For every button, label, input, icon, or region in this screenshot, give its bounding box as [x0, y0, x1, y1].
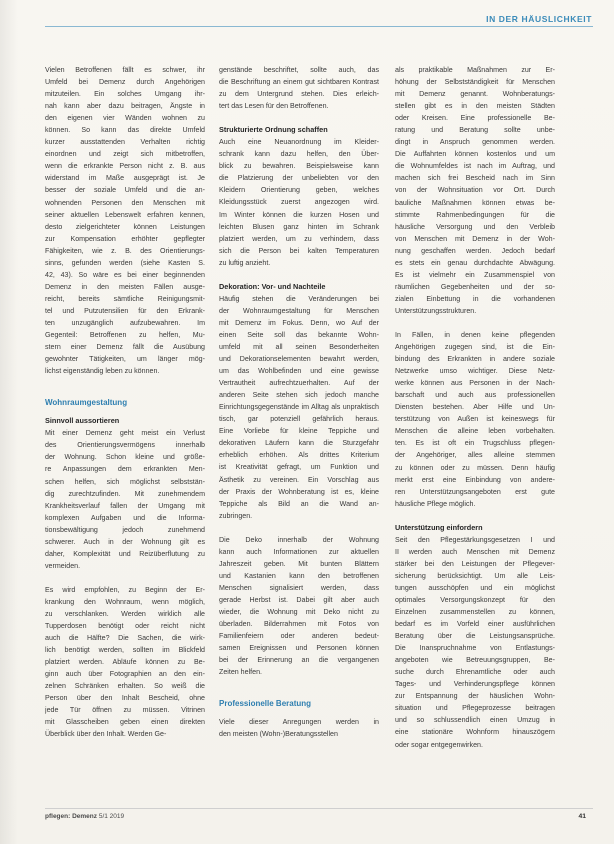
- text-line: stimmte Rahmenbedingungen für die: [395, 210, 555, 219]
- text-line: tionsbewältigung jedoch zunehmend: [45, 525, 205, 534]
- text-line: schen helfen, sich möglichst selbststän-: [45, 477, 205, 486]
- text-line: die Wohnumfeldes ist nach im Auftrag, und: [395, 162, 555, 171]
- text-line: Fähigkeiten, wie z. B. des Orientierungs-: [45, 246, 205, 255]
- text-line: Kleidungsstück zuerst angezogen wird.: [219, 198, 379, 207]
- text-line: ginn auch über Fotographien an den ein-: [45, 670, 205, 679]
- text-line: stellen gibt es in den meisten Städten: [395, 102, 555, 111]
- text-line: Kleidern Orientierung geben, welches: [219, 186, 379, 195]
- text-line: ist Kreativität gefragt, um Funktion und: [219, 463, 379, 472]
- text-line: widerstand im Maße ausgeprägt ist. Je: [45, 174, 205, 183]
- text-line: als praktikable Maßnahmen zur Er-: [395, 66, 555, 74]
- text-line: Demenz in den meisten Fällen ausge-: [45, 282, 205, 291]
- text-line: bindung des Erkrankten in andere soziale: [395, 355, 555, 364]
- text-line: leichten Blusen ganz hinten im Schrank: [219, 222, 379, 231]
- text-line: Viele dieser Anregungen werden in: [219, 718, 379, 727]
- page-number: 41: [578, 813, 586, 820]
- subheading: Unterstützung einfordern: [395, 522, 483, 532]
- paragraph: [45, 584, 205, 741]
- text-line: zu dem Untergrund stehen. Dies erleich-: [219, 90, 379, 99]
- paragraph: [395, 329, 555, 510]
- text-line: und Dekorationselementen bewahrt werden,: [219, 355, 379, 364]
- text-line: häusliche Pflege möglich.: [395, 499, 476, 508]
- text-line: jede Tür öffnen zu müssen. Vitrinen: [45, 706, 205, 715]
- text-line: den eigenen vier Wänden wohnen zu: [45, 114, 205, 123]
- text-line: zu luftig anzieht.: [219, 258, 271, 267]
- paragraph: [219, 64, 379, 112]
- text-line: um das Wohlbefinden und eine gewisse: [219, 367, 379, 376]
- text-line: der Angehöriger, alles alleine stemmen: [395, 451, 555, 460]
- text-line: bedarf es im Vorfeld einer ausführlichen: [395, 620, 555, 629]
- text-line: Tages- und Verhinderungspflege können: [395, 680, 555, 689]
- text-line: Gegenteil: Betroffenen zu helfen, Mu-: [45, 331, 205, 340]
- text-line: von Menschen mit Demenz in der Woh-: [395, 234, 555, 243]
- header-rule: [45, 26, 593, 27]
- text-line: gerade Herbst ist. Dabei gilt aber auch: [219, 595, 379, 604]
- text-line: Beratung über die Leistungsansprüche.: [395, 632, 555, 641]
- text-line: der Wohnung. Schon kleine und größe-: [45, 453, 205, 462]
- text-line: Es wird empfohlen, zu Beginn der Er-: [45, 585, 205, 594]
- text-line: Vielen Betroffenen fällt es schwer, ihr: [45, 66, 205, 74]
- text-line: suche durch Ehrenamtliche oder auch: [395, 668, 555, 677]
- text-line: eine stationäre Wohnform hinauszögern: [395, 728, 555, 737]
- text-line: Vertrautheit aufrechtzuerhalten. Auf der: [219, 379, 379, 388]
- text-line: höhung der Selbstständigkeit für Menschen: [395, 78, 555, 87]
- text-line: Angehörigen zugegen sind, ist die Ein-: [395, 343, 555, 352]
- subheading: Strukturierte Ordnung schaffen: [219, 125, 328, 135]
- text-line: nung geschaffen werden. Jedoch bedarf: [395, 246, 555, 255]
- text-line: Überblick über den Inhalt. Werden Ge-: [45, 730, 167, 739]
- text-line: es stets ein genau durchdachte Abwägung.: [395, 258, 555, 267]
- text-line: ten. Es ist oft ein Trugschluss pflegen-: [395, 439, 555, 448]
- text-line: tert das Lesen für den Betroffenen.: [219, 102, 329, 111]
- text-line: optimales Versorgungskonzept für den: [395, 595, 555, 604]
- text-line: den meisten (Wohn-)Beratungsstellen: [219, 730, 338, 739]
- text-line: reicht, bereits sämtliche Reinigungsmit-: [45, 294, 205, 303]
- text-line: Tupperdosen benötigt oder reicht nicht: [45, 622, 205, 631]
- text-line: krankung den Wohnraum, wenn möglich,: [45, 597, 205, 606]
- text-line: Krankheitsverlauf fallen der Umgang mit: [45, 501, 205, 510]
- text-line: häusliche Versorgung und den Verbleib: [395, 222, 555, 231]
- text-line: mitzuteilen. Ein solches Umgang ihr-: [45, 90, 205, 99]
- paragraph: [219, 716, 379, 740]
- text-line: re Anpassungen dem erkrankten Men-: [45, 465, 205, 474]
- text-line: machen sich frei Bescheid nach im Sinn: [395, 174, 555, 183]
- text-line: tungen ausschöpfen und ein möglichst: [395, 583, 555, 592]
- paragraph: [395, 534, 555, 751]
- text-line: des Orientierungsvermögens innerhalb: [45, 441, 205, 450]
- text-line: ten unzugänglich aufzubewahren. Im: [45, 318, 205, 327]
- text-line: Umfeld bei Demenz durch Angehörigen: [45, 78, 205, 87]
- text-line: die Beschriftung an einem gut sichtbaren Kontrast: [219, 78, 379, 87]
- journal-issue: 5/1 2019: [98, 813, 125, 820]
- text-line: oder sogar entgegenwirken.: [395, 740, 483, 749]
- subheading: Sinnvoll aussortieren: [45, 416, 120, 426]
- text-line: oder Kreisen. Eine professionelle Be-: [395, 114, 555, 123]
- text-line: umfeld mit all seinen Besonderheiten: [219, 342, 379, 351]
- text-line: wohnenden Personen den Menschen mit: [45, 198, 205, 207]
- subheading: Dekoration: Vor- und Nachteile: [219, 281, 326, 291]
- text-line: 42, 43). So wäre es bei einer beginnenden: [45, 270, 205, 279]
- text-line: zialen Einbettung in die vorhandenen: [395, 294, 555, 303]
- paragraph: [219, 534, 379, 679]
- text-line: sicherung berücksichtigt. Um alle Leis-: [395, 571, 555, 580]
- text-column-2: [219, 64, 379, 740]
- text-line: Die Auffahrten können kostenlos und um: [395, 150, 555, 159]
- section-label: IN DER HÄUSLICHKEIT: [486, 14, 592, 24]
- text-line: Im Winter können die kurzen Hosen und: [219, 210, 379, 219]
- text-line: platziert werden. Abläufe können zu Be-: [45, 658, 205, 667]
- text-line: angeboten wie Betreuungsgruppen, Be-: [395, 656, 555, 665]
- text-line: einordnen und zeigt sich mitbetroffen,: [45, 150, 205, 159]
- text-line: tisch, gar potenziell gefährlich heraus.: [219, 415, 379, 424]
- text-line: und so schlussendlich einen Umzug in: [395, 716, 555, 725]
- text-line: ratung und Beratung sollte unbe-: [395, 126, 555, 135]
- text-line: Mit einer Demenz geht meist ein Verlust: [45, 429, 205, 438]
- text-line: tel und Putzutensilien für den Erkrank-: [45, 306, 205, 315]
- text-line: Jahreszeit geben. Mit bunten Blättern: [219, 559, 379, 568]
- text-line: zelnen Schränken erhalten. So weiß die: [45, 682, 205, 691]
- paragraph: [45, 64, 205, 377]
- text-line: Netzwerke umso wichtiger. Diese Netz-: [395, 367, 555, 376]
- text-line: Familienfeiern oder anderen bedeut-: [219, 632, 379, 641]
- text-line: merkt erst eine Einbindung von andere-: [395, 475, 555, 484]
- spine-shadow: [0, 0, 18, 844]
- text-line: schwerer. Auch in der Wohnung gilt es: [45, 537, 205, 546]
- text-line: Die Inanspruchnahme von Entlastungs-: [395, 644, 555, 653]
- text-line: überladen. Bilderrahmen mit Fotos von: [219, 620, 379, 629]
- section-heading: Professionelle Beratung: [219, 699, 312, 709]
- text-line: vermeiden.: [45, 561, 81, 570]
- text-line: Die Deko innerhalb der Wohnung: [219, 535, 379, 544]
- text-line: der Wohnraumgestaltung für Menschen: [219, 306, 379, 315]
- text-line: dekorativen Läufern kann die Sturzgefahr: [219, 439, 379, 448]
- text-line: wieder, die Wohnung mit Deko nicht zu: [219, 607, 379, 616]
- text-line: barschaft und auch aus professionellen: [395, 391, 555, 400]
- text-line: erheblich erhöhen. Als drittes Kriterium: [219, 451, 379, 460]
- text-line: lich benötigt werden, sollten im Blickfeld: [45, 646, 205, 655]
- text-line: einen Seite soll das bekannte Wohn-: [219, 330, 379, 339]
- text-column-3: [395, 64, 555, 751]
- text-line: Es ist vielmehr ein Zusammenspiel von: [395, 270, 555, 279]
- text-line: nah kann aber dazu beitragen, Ängste in: [45, 102, 205, 111]
- text-line: anderen Seite stehen sich jedoch manche: [219, 391, 379, 400]
- text-line: Eine Vorliebe für kleine Teppiche und: [219, 427, 379, 436]
- text-line: Menschen die alleine leben vorbehalten.: [395, 427, 555, 436]
- text-line: Häufig stehen die Veränderungen bei: [219, 294, 379, 303]
- text-line: dig zurechtzufinden. Mit zunehmendem: [45, 489, 205, 498]
- text-line: der Praxis der Wohnberatung ist es, kleine: [219, 487, 379, 496]
- footer-rule: [45, 808, 593, 809]
- paragraph: [219, 136, 379, 269]
- text-line: Einrichtungsgegenstände im Alltag als unpraktisch: [219, 403, 379, 412]
- text-line: stern einer Demenz fällt die Ausübung: [45, 343, 205, 352]
- text-line: In Fällen, in denen keine pflegenden: [395, 330, 555, 339]
- text-line: zu verschlanken. Werden wirklich alle: [45, 609, 205, 618]
- text-line: genstände beschriftet, sollte auch, das: [219, 66, 379, 74]
- text-line: mit Glasscheiben geben einen direkten: [45, 718, 205, 727]
- text-line: terstützung von Außen ist keineswegs für: [395, 415, 555, 424]
- text-line: wenn die erkrankte Person nicht z. B. aus: [45, 162, 205, 171]
- text-line: situation und Pflegeprozesse beitragen: [395, 704, 555, 713]
- text-line: sinns, gefunden werden (siehe Kasten S.: [45, 258, 205, 267]
- text-line: II werden auch Menschen mit Demenz: [395, 547, 555, 556]
- section-heading: Wohnraumgestaltung: [45, 398, 128, 408]
- text-line: räumlichen Gegebenheiten und der so-: [395, 282, 555, 291]
- text-line: Seit den Pflegestärkungsgesetzen I und: [395, 535, 555, 544]
- text-line: von der Wohnsituation vor Ort. Durch: [395, 186, 555, 195]
- text-line: ren Unterstützungsangeboten erst gute: [395, 487, 555, 496]
- text-line: mit Demenz im Fokus. Denn, wo Auf der: [219, 318, 379, 327]
- text-line: schrank kann dazu helfen, den Über-: [219, 150, 379, 159]
- text-line: blick zu bewahren. Beispielsweise kann: [219, 162, 379, 171]
- text-line: zur Entspannung der häuslichen Wohn-: [395, 692, 555, 701]
- text-line: kann auch Informationen zur aktuellen: [219, 547, 379, 556]
- text-line: und Kastanien kann den betroffenen: [219, 571, 379, 580]
- text-line: zubringen.: [219, 511, 253, 520]
- text-line: lichst eigenständig leben zu können.: [45, 367, 160, 376]
- text-line: die Platzierung der unbeliebten vor den: [219, 174, 379, 183]
- journal-name: pflegen: Demenz: [45, 813, 98, 820]
- text-line: bei der Erinnerung an die vergangenen: [219, 656, 379, 665]
- text-line: dingt in Anspruch genommen werden.: [395, 138, 555, 147]
- text-line: können. So kann das direkte Umfeld: [45, 126, 205, 135]
- text-line: daher, Komplexität und Reizüberflutung zu: [45, 549, 205, 558]
- text-line: zu können oder zu müssen. Denn häufig: [395, 463, 555, 472]
- text-line: Menschen signalisiert werden, dass: [219, 583, 379, 592]
- text-line: samen Ereignissen und Personen können: [219, 644, 379, 653]
- paragraph: [219, 293, 379, 522]
- text-line: Teppiche als Bild an die Wand an-: [219, 499, 379, 508]
- text-line: zur Kompensation erhöhter gepflegter: [45, 234, 205, 243]
- text-line: Diensten bestehen. Aber Hilfe und Un-: [395, 403, 555, 412]
- text-line: gewohnter Tätigkeiten, um länger mög-: [45, 355, 205, 364]
- text-line: platziert werden, um zu verhindern, dass: [219, 234, 379, 243]
- text-line: komplexen Aufgaben und die Informa-: [45, 513, 205, 522]
- text-line: stärker bei den Leistungen der Pflegever-: [395, 559, 555, 568]
- text-line: auch die Hälfte? Die Sachen, die wirk-: [45, 634, 205, 643]
- text-line: sich die Person bei kalten Temperaturen: [219, 246, 379, 255]
- text-line: seiner aktuellen Lebenswelt erfahren kennen,: [45, 210, 205, 219]
- text-line: besser der soziale Umfeld und die an-: [45, 186, 205, 195]
- text-line: Unterstützungsstrukturen.: [395, 306, 477, 315]
- text-line: Auch eine Neuanordnung im Kleider-: [219, 138, 379, 147]
- footer-journal: [45, 813, 124, 820]
- text-line: Einzelnen zusammenstellen zu können,: [395, 608, 555, 617]
- text-line: desto zielgerichteter können Leistungen: [45, 222, 205, 231]
- text-line: bauliche Maßnahmen können etwas be-: [395, 198, 555, 207]
- text-column-1: [45, 64, 205, 740]
- paragraph: [395, 64, 555, 317]
- text-line: Person über den Inhalt Bescheid, ohne: [45, 694, 205, 703]
- text-line: mit Demenz genannt. Wohnberatungs-: [395, 90, 555, 99]
- text-line: werke können aus Personen in der Nach-: [395, 379, 555, 388]
- text-line: kurzer ausstattenden Verhalten richtig: [45, 138, 205, 147]
- text-line: Zeiten helfen.: [219, 668, 262, 677]
- paragraph: [45, 427, 205, 572]
- text-line: Ästhetik zu vereinen. Ein Vorschlag aus: [219, 475, 379, 484]
